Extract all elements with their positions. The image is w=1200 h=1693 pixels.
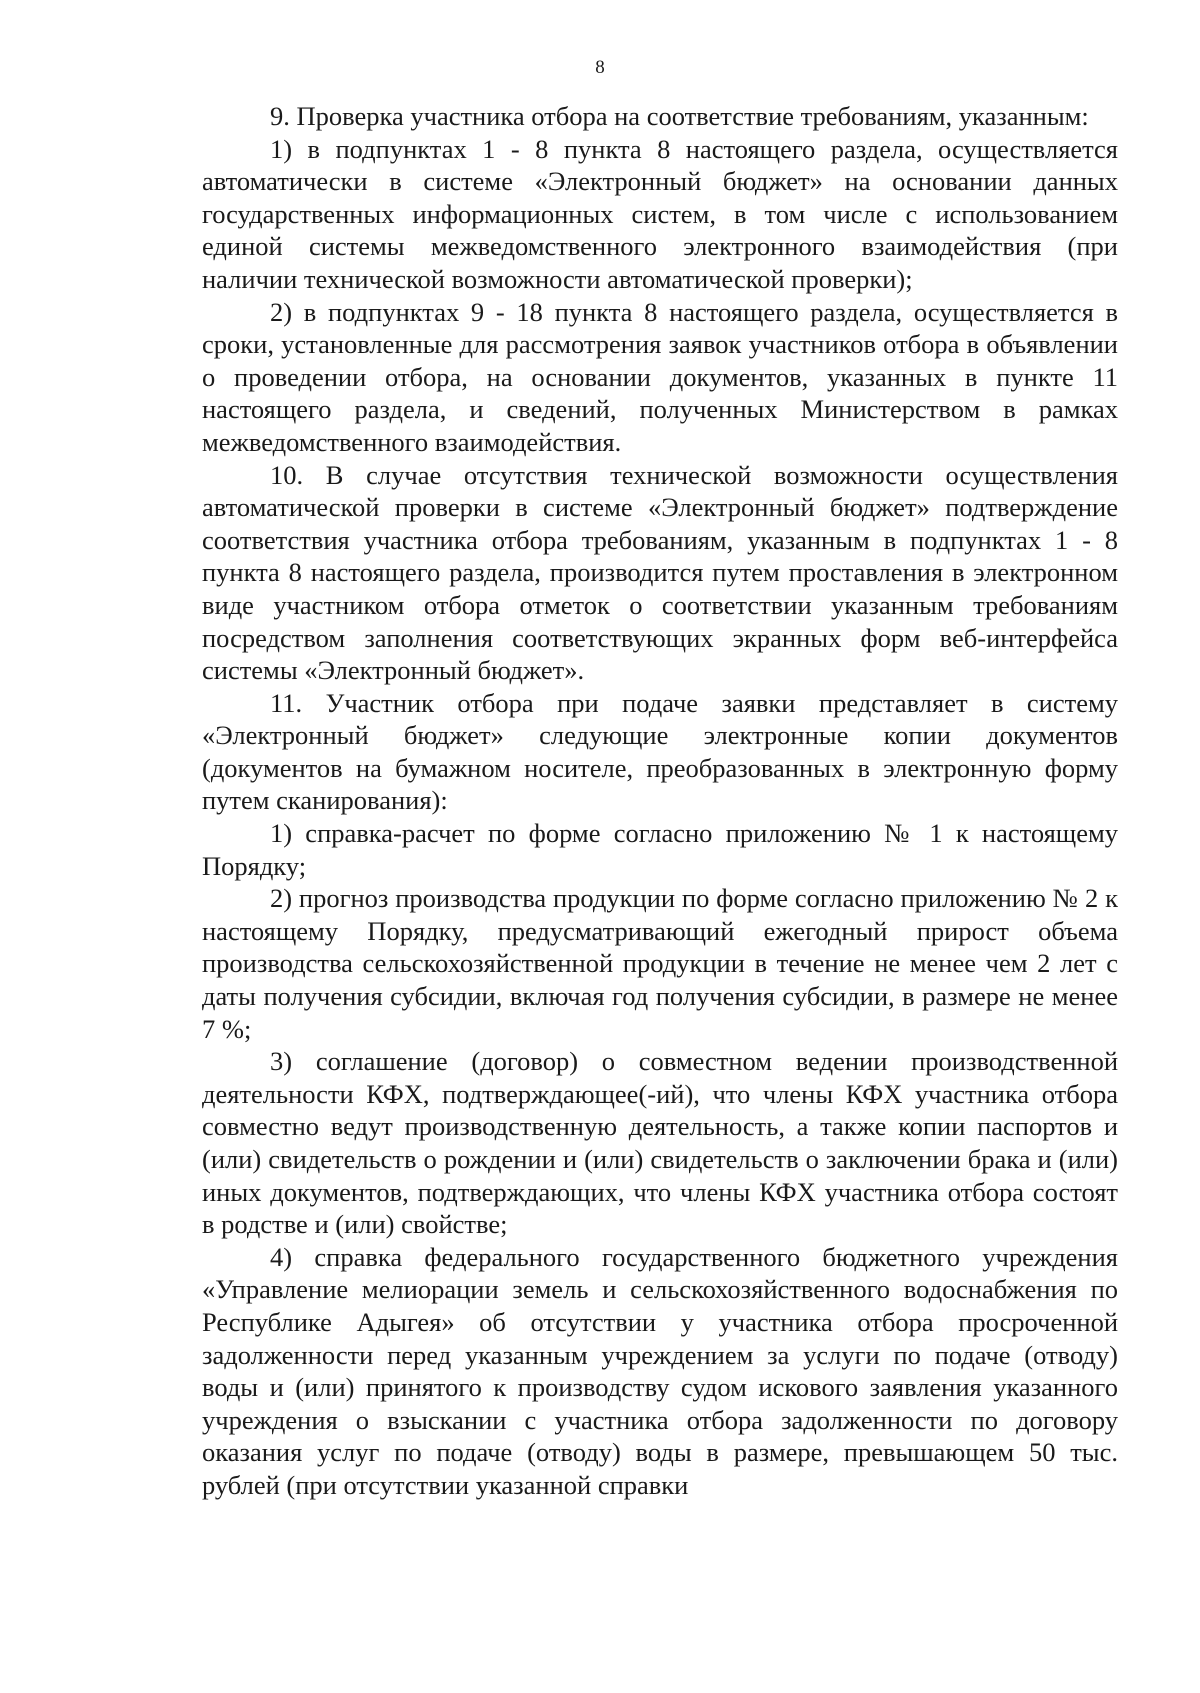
subparagraph-9-1: 1) в подпунктах 1 - 8 пункта 8 настоящего раздела, осуществляется автоматически в системе «Электронный бюджет» на основании данных государственных информационных систем, в том числе с использованием единой системы межведомственного электронного взаимодействия (при наличии технической возможности автоматической проверки); [202,133,1118,294]
paragraph-9: 9. Проверка участника отбора на соответствие требованиям, указанным: [270,101,1089,131]
document-body [202,100,1118,1502]
subparagraph-11-4: 4) справка федерального государственного бюджетного учреждения «Управление мелиорации земель и сельскохозяйственного водоснабжения по Республике Адыгея» об отсутствии у участника отбора просроченной задолженности перед указанным учреждением за услуги по подаче (отводу) воды и (или) принятого к производству судом искового заявления указанного учреждения о взыскании с участника отбора задолженности по договору оказания услуг по подаче (отводу) воды в размере, превышающем 50 тыс. рублей (при отсутствии указанной справки [202,1241,1118,1500]
page-number: 8 [595,57,605,78]
subparagraph-9-2: 2) в подпунктах 9 - 18 пункта 8 настоящего раздела, осуществляется в сроки, установленные для рассмотрения заявок участников отбора в объявлении о проведении отбора, на основании документов, указанных в пункте 11 настоящего раздела, и сведений, полученных Министерством в рамках межведомственного взаимодействия. [202,296,1118,457]
paragraph-11: 11. Участник отбора при подаче заявки представляет в систему «Электронный бюджет» следующие электронные копии документов (документов на бумажном носителе, преобразованных в электронную форму путем сканирования): [202,687,1118,816]
subparagraph-11-2: 2) прогноз производства продукции по форме согласно приложению № 2 к настоящему Порядку, предусматривающий ежегодный прирост объема производства сельскохозяйственной продукции в течение не менее чем 2 лет с даты получения субсидии, включая год получения субсидии, в размере не менее 7 %; [202,883,1118,1044]
subparagraph-11-1: 1) справка-расчет по форме согласно приложению № 1 к настоящему Порядку; [202,818,1118,881]
paragraph-10: 10. В случае отсутствия технической возможности осуществления автоматической проверки в системе «Электронный бюджет» подтверждение соответствия участника отбора требованиям, указанным в подпунктах 1 - 8 пункта 8 настоящего раздела, производится путем проставления в электронном виде участником отбора отметок о соответствии указанным требованиям посредством заполнения соответствующих экранных форм веб-интерфейса системы «Электронный бюджет». [202,459,1118,686]
subparagraph-11-3: 3) соглашение (договор) о совместном ведении производственной деятельности КФХ, подтверждающее(-ий), что члены КФХ участника отбора совместно ведут производственную деятельность, а также копии паспортов и (или) свидетельств о рождении и (или) свидетельств о заключении брака и (или) иных документов, подтверждающих, что члены КФХ участника отбора состоят в родстве и (или) свойстве; [202,1046,1118,1240]
